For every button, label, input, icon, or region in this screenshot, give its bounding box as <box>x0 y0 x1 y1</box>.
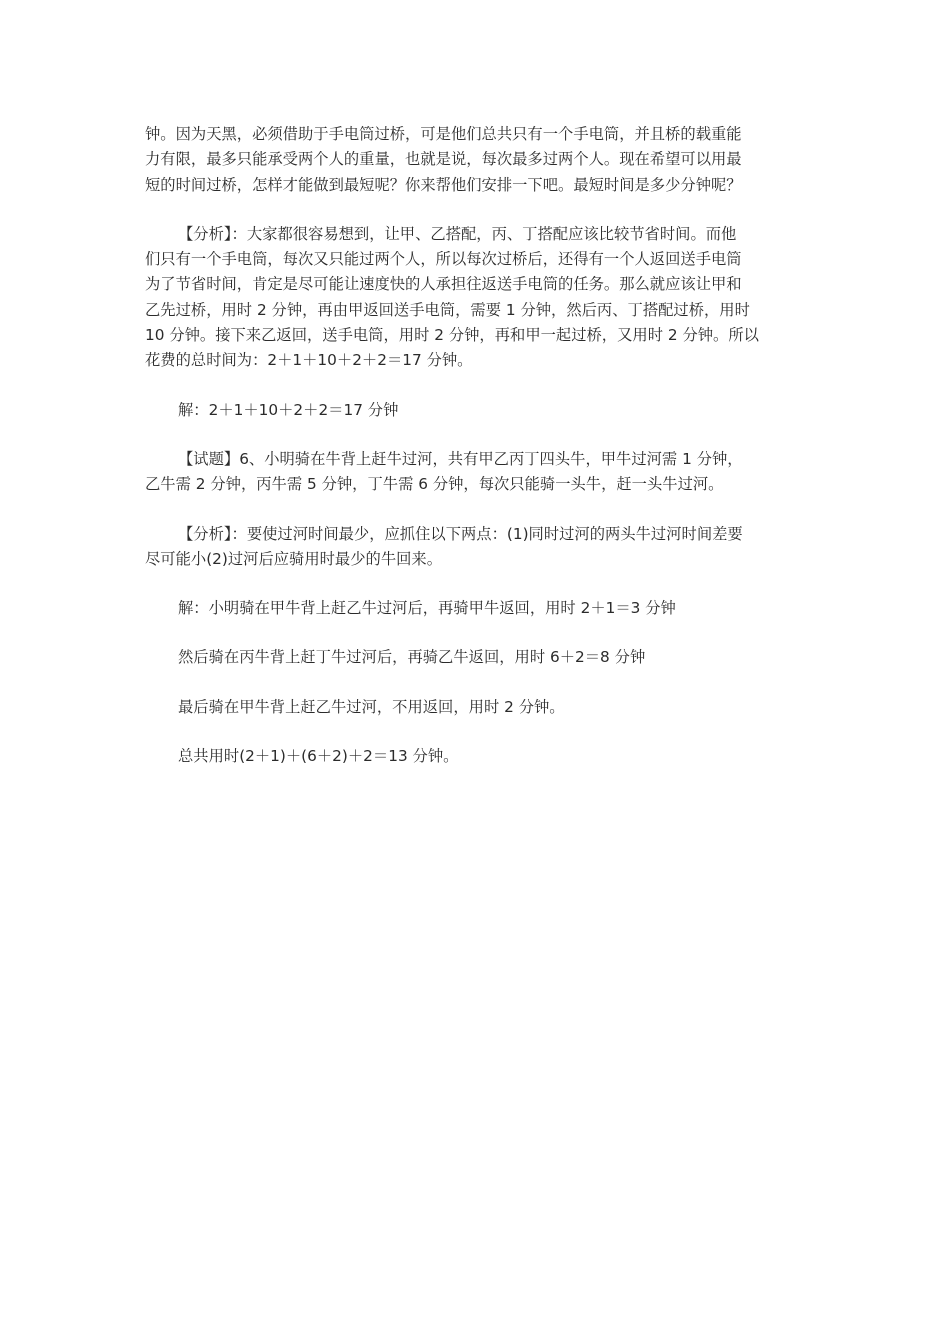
text-line: 然后骑在丙牛背上赶丁牛过河后，再骑乙牛返回，用时 6＋2＝8 分钟 <box>178 648 646 667</box>
text-line: 解：小明骑在甲牛背上赶乙牛过河后，再骑甲牛返回，用时 2＋1＝3 分钟 <box>178 599 676 618</box>
paragraph-analysis-6 <box>145 522 809 573</box>
document-page <box>145 122 809 769</box>
text-line: 短的时间过桥，怎样才能做到最短呢？你来帮他们安排一下吧。最短时间是多少分钟呢？ <box>145 175 742 194</box>
paragraph-spacer <box>145 621 809 645</box>
text-line: 总共用时(2＋1)＋(6＋2)＋2＝13 分钟。 <box>178 747 459 766</box>
paragraph-spacer <box>145 671 809 695</box>
text-line: 最后骑在甲牛背上赶乙牛过河，不用返回，用时 2 分钟。 <box>178 697 565 716</box>
paragraph-analysis-1 <box>145 222 809 374</box>
paragraph-solution-1 <box>145 398 809 423</box>
text-line: 力有限，最多只能承受两个人的重量，也就是说，每次最多过两个人。现在希望可以用最 <box>145 150 742 169</box>
text-line: 10 分钟。接下来乙返回，送手电筒，用时 2 分钟，再和甲一起过桥，又用时 2 分钟。所以 <box>145 326 759 345</box>
text-line: 解：2＋1＋10＋2＋2＝17 分钟 <box>178 400 399 419</box>
paragraph-problem-6 <box>145 447 809 498</box>
text-line: 钟。因为天黑，必须借助于手电筒过桥，可是他们总共只有一个手电筒，并且桥的载重能 <box>145 125 742 143</box>
text-line: 【分析】：大家都很容易想到，让甲、乙搭配，丙、丁搭配应该比较节省时间。而他 <box>178 224 737 243</box>
text-line: 花费的总时间为：2＋1＋10＋2＋2＝17 分钟。 <box>145 351 473 370</box>
paragraph-spacer <box>145 572 809 596</box>
text-line: 【分析】：要使过河时间最少，应抓住以下两点：(1)同时过河的两头牛过河时间差要 <box>178 524 743 543</box>
paragraph-solution-6-step-1 <box>145 596 809 621</box>
paragraph-solution-6-step-2 <box>145 645 809 670</box>
paragraph-spacer <box>145 720 809 744</box>
paragraph-spacer <box>145 423 809 447</box>
paragraph-problem-continuation <box>145 122 809 198</box>
text-line: 们只有一个手电筒，每次又只能过两个人，所以每次过桥后，还得有一个人返回送手电筒 <box>145 250 742 269</box>
text-line: 为了节省时间，肯定是尽可能让速度快的人承担往返送手电筒的任务。那么就应该让甲和 <box>145 275 742 294</box>
paragraph-solution-6-step-3 <box>145 695 809 720</box>
paragraph-spacer <box>145 198 809 222</box>
paragraph-spacer <box>145 374 809 398</box>
paragraph-spacer <box>145 498 809 522</box>
text-line: 乙牛需 2 分钟，丙牛需 5 分钟，丁牛需 6 分钟，每次只能骑一头牛，赶一头牛过河。 <box>145 475 724 494</box>
text-line: 乙先过桥，用时 2 分钟，再由甲返回送手电筒，需要 1 分钟，然后丙、丁搭配过桥，用时 <box>145 300 750 319</box>
paragraph-solution-6-total <box>145 744 809 769</box>
text-line: 【试题】6、小明骑在牛背上赶牛过河，共有甲乙丙丁四头牛，甲牛过河需 1 分钟， <box>178 449 743 468</box>
text-line: 尽可能小(2)过河后应骑用时最少的牛回来。 <box>145 549 443 568</box>
